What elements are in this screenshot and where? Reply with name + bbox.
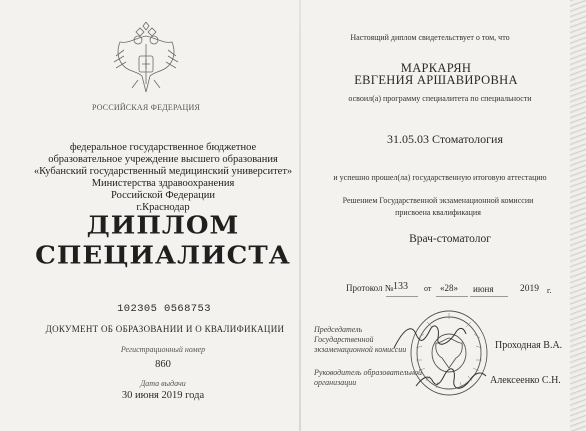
protocol-year-suffix: г. <box>547 286 552 295</box>
protocol-day-underline <box>436 296 468 297</box>
diploma-serial-number: 102305 0568753 <box>117 303 211 315</box>
protocol-month: июня <box>473 284 494 294</box>
issue-date: 30 июня 2019 года <box>121 390 205 401</box>
protocol-from-label: от <box>424 284 432 293</box>
protocol-number: 133 <box>393 281 408 292</box>
chairman-signature-icon <box>390 318 470 358</box>
graduate-last-name: МАРКАРЯН <box>400 61 472 75</box>
institution-city: г.Краснодар <box>136 202 190 213</box>
protocol-number-underline <box>386 296 418 297</box>
russian-coat-of-arms-icon <box>106 22 186 102</box>
certifies-text: Настоящий диплом свидетельствует о том, что <box>350 33 510 42</box>
registration-number: 860 <box>155 359 171 370</box>
registration-number-label: Регистрационный номер <box>120 345 206 354</box>
diploma-right-page <box>300 0 586 431</box>
page-edge-hatching <box>570 0 586 431</box>
attestation-text: и успешно прошел(ла) государственную итоговую аттестацию <box>333 173 547 182</box>
institution-line-1: федеральное государственное бюджетное <box>69 142 257 153</box>
protocol-day: «28» <box>440 283 458 293</box>
graduate-first-middle-name: ЕВГЕНИЯ АРШАВИРОВНА <box>354 73 518 87</box>
chairman-name: Проходная В.А. <box>495 340 563 351</box>
institution-line-2: образовательное учреждение высшего образования <box>48 154 278 165</box>
institution-line-4: Министерства здравоохранения <box>91 178 235 189</box>
chairman-label-line-1: Председатель <box>314 325 363 334</box>
qualification-awarded-text: присвоена квалификация <box>395 208 481 217</box>
emblem-caption: РОССИЙСКАЯ ФЕДЕРАЦИЯ <box>91 103 201 112</box>
qualification: Врач-стоматолог <box>409 233 491 245</box>
chairman-label-line-2: Государственной <box>314 335 374 344</box>
diploma-title-line-1: ДИПЛОМ <box>86 211 240 241</box>
institution-line-5: Российской Федерации <box>111 190 215 201</box>
rector-label-line-2: организации <box>314 378 357 387</box>
specialty: 31.05.03 Стоматология <box>386 132 504 146</box>
chairman-label-line-3: экзаменационной комиссии <box>314 345 407 354</box>
protocol-label: Протокол № <box>346 283 394 293</box>
rector-label-line-1: Руководитель образовательной <box>314 368 423 377</box>
program-mastered-text: освоил(а) программу специалитета по специальности <box>348 94 532 103</box>
protocol-month-underline <box>470 296 508 297</box>
protocol-year: 2019 <box>520 284 539 294</box>
document-type: ДОКУМЕНТ ОБ ОБРАЗОВАНИИ И О КВАЛИФИКАЦИИ <box>45 324 285 334</box>
rector-signature-icon <box>410 358 490 398</box>
issue-date-label: Дата выдачи <box>140 379 186 388</box>
commission-decision-text: Решением Государственной экзаменационной комиссии <box>342 196 534 205</box>
rector-name: Алексеенко С.Н. <box>490 375 561 386</box>
institution-line-3: «Кубанский государственный медицинский университет» <box>33 166 293 177</box>
diploma-title-line-2: СПЕЦИАЛИСТА <box>35 241 291 271</box>
